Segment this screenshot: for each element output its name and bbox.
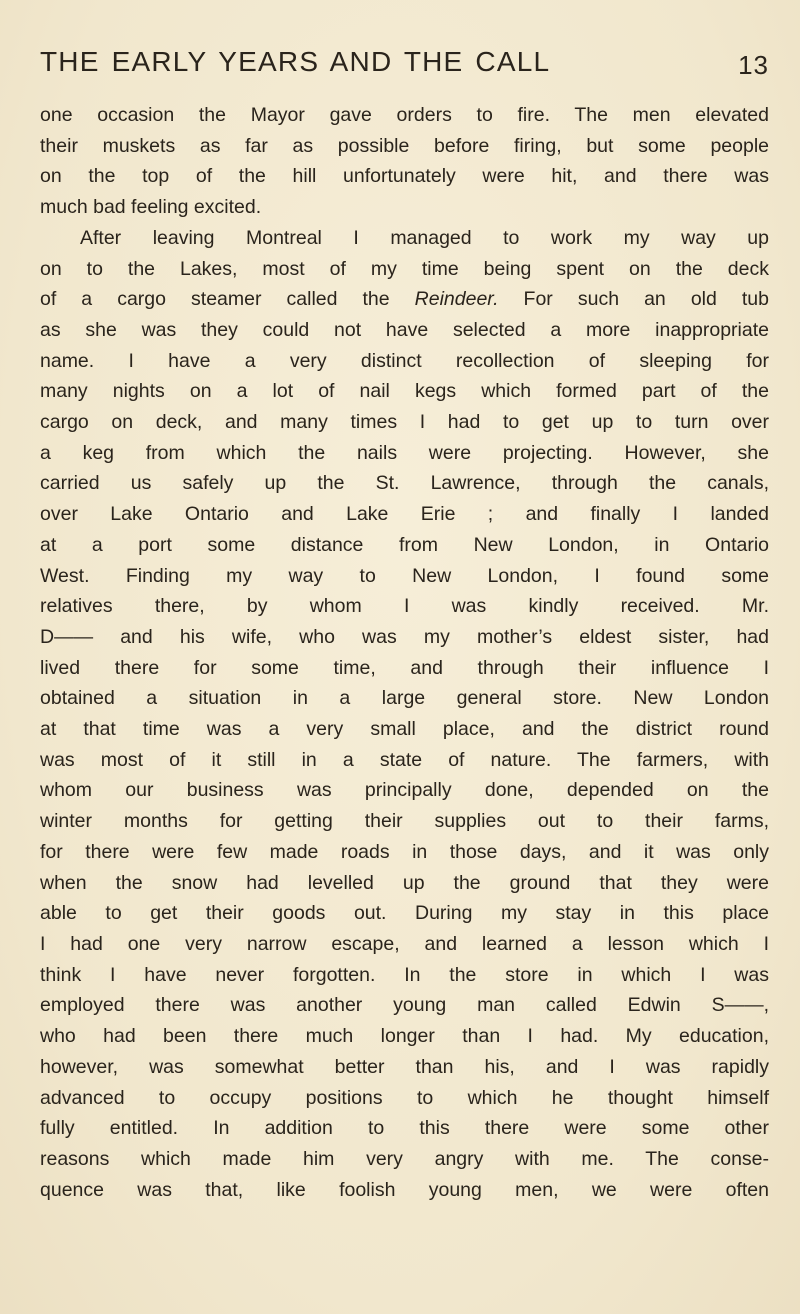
text-line: their muskets as far as possible before firing, but some people <box>40 134 769 157</box>
text-line: who had been there much longer than I had. My education, <box>40 1025 769 1048</box>
text-line: over Lake Ontario and Lake Erie ; and finally I landed <box>40 503 769 526</box>
text-line: as she was they could not have selected a more inappropriate <box>40 318 769 341</box>
text-line: much bad feeling excited. <box>40 196 262 219</box>
text-line: think I have never forgotten. In the store in which I was <box>40 963 769 986</box>
text-line: on to the Lakes, most of my time being spent on the deck <box>40 257 769 280</box>
text-line: at that time was a very small place, and the district round <box>40 718 769 741</box>
text-line: reasons which made him very angry with me. The conse- <box>40 1147 769 1170</box>
text-line: I had one very narrow escape, and learned a lesson which I <box>40 932 769 955</box>
text-line: able to get their goods out. During my stay in this place <box>40 902 769 925</box>
text-line: After leaving Montreal I managed to work my way up <box>80 226 769 249</box>
text-line: D—— and his wife, who was my mother’s eldest sister, had <box>40 625 769 648</box>
text-line: winter months for getting their supplies out to their farms, <box>40 810 769 833</box>
text-line: however, was somewhat better than his, and I was rapidly <box>40 1055 769 1078</box>
text-line <box>40 284 769 315</box>
text-line: for there were few made roads in those days, and it was only <box>40 840 769 863</box>
text-line: at a port some distance from New London, in Ontario <box>40 533 769 556</box>
text-line: obtained a situation in a large general store. New London <box>40 687 769 710</box>
text-line: was most of it still in a state of nature. The farmers, with <box>40 748 769 771</box>
text-line: quence was that, like foolish young men, we were often <box>40 1178 769 1201</box>
text-run: of a cargo steamer called the <box>40 288 415 311</box>
text-line: one occasion the Mayor gave orders to fire. The men elevated <box>40 104 769 126</box>
text-line: a keg from which the nails were projecting. However, she <box>40 441 769 464</box>
text-line: on the top of the hill unfortunately were hit, and there was <box>40 165 769 188</box>
text-line: cargo on deck, and many times I had to get up to turn over <box>40 411 769 434</box>
text-run: For such an old tub <box>498 288 769 311</box>
running-head <box>40 46 769 86</box>
text-line: whom our business was principally done, depended on the <box>40 779 769 802</box>
text-line: when the snow had levelled up the ground that they were <box>40 871 769 894</box>
text-line: lived there for some time, and through their influence I <box>40 656 769 679</box>
running-title: THE EARLY YEARS AND THE CALL <box>40 46 551 77</box>
page-number: 13 <box>738 50 769 80</box>
text-line: West. Finding my way to New London, I found some <box>40 564 769 587</box>
ship-name: Reindeer. <box>414 288 499 311</box>
text-line: advanced to occupy positions to which he thought himself <box>40 1086 769 1109</box>
text-line: name. I have a very distinct recollection of sleeping for <box>40 349 769 372</box>
text-line: relatives there, by whom I was kindly received. Mr. <box>40 595 769 618</box>
text-line: carried us safely up the St. Lawrence, through the canals, <box>40 472 769 495</box>
text-line: fully entitled. In addition to this there were some other <box>40 1117 769 1140</box>
body-text <box>40 100 769 1205</box>
text-line: many nights on a lot of nail kegs which formed part of the <box>40 380 769 403</box>
text-line: employed there was another young man called Edwin S——, <box>40 994 769 1017</box>
